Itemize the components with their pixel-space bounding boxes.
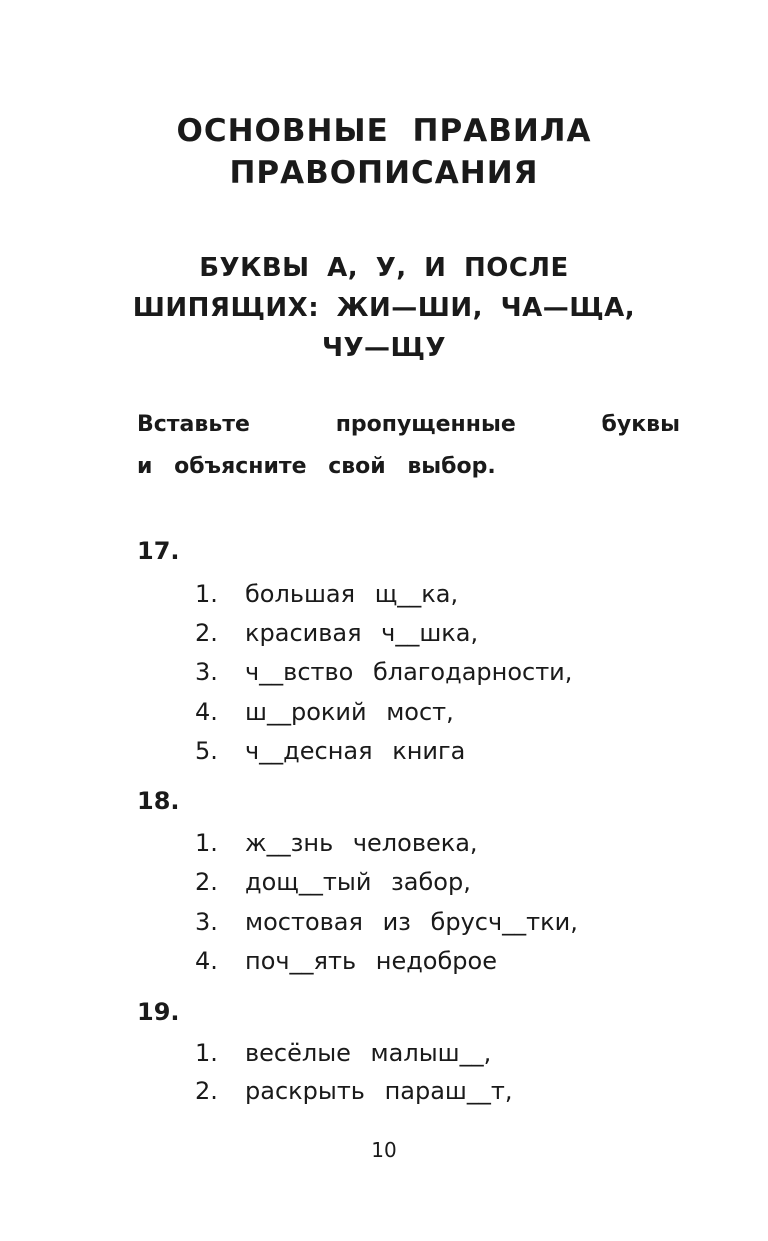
list-item xyxy=(195,696,454,728)
item-text: ч__десная книга xyxy=(245,737,466,765)
item-text: весёлые малыш__, xyxy=(245,1039,492,1067)
item-number: 4. xyxy=(195,698,218,726)
list-item xyxy=(195,827,478,859)
item-number: 1. xyxy=(195,1039,218,1067)
page-title-line-1: ОСНОВНЫЕ ПРАВИЛА xyxy=(176,113,592,149)
list-item xyxy=(195,945,497,977)
list-item xyxy=(195,735,465,767)
instruction-line-2: и объясните свой выбор. xyxy=(137,454,496,479)
list-item xyxy=(195,1075,512,1107)
exercise-number-19: 19. xyxy=(137,998,180,1026)
list-item xyxy=(195,578,458,610)
item-text: ж__знь человека, xyxy=(245,829,478,857)
item-text: ш__рокий мост, xyxy=(245,698,454,726)
page-title xyxy=(0,110,768,194)
item-number: 1. xyxy=(195,829,218,857)
item-number: 5. xyxy=(195,737,218,765)
item-text: красивая ч__шка, xyxy=(245,619,479,647)
list-item xyxy=(195,656,572,688)
instruction xyxy=(137,404,680,488)
item-number: 4. xyxy=(195,947,218,975)
item-text: мостовая из брусч__тки, xyxy=(245,908,578,936)
instruction-word-1: Вставьте xyxy=(137,412,250,437)
item-text: раскрыть параш__т, xyxy=(245,1077,513,1105)
list-item xyxy=(195,906,578,938)
section-title-line-1: БУКВЫ А, У, И ПОСЛЕ xyxy=(199,253,569,283)
item-number: 2. xyxy=(195,868,218,896)
list-item xyxy=(195,1037,491,1069)
item-number: 2. xyxy=(195,619,218,647)
page-title-line-2: ПРАВОПИСАНИЯ xyxy=(229,155,539,191)
instruction-word-3: буквы xyxy=(601,412,680,437)
item-number: 1. xyxy=(195,580,218,608)
page-number: 10 xyxy=(371,1138,397,1162)
instruction-line-1 xyxy=(137,404,680,446)
item-text: поч__ять недоброе xyxy=(245,947,497,975)
list-item xyxy=(195,617,478,649)
list-item xyxy=(195,866,471,898)
item-number: 3. xyxy=(195,658,218,686)
instruction-word-2: пропущенные xyxy=(335,412,516,437)
section-title-line-2: ШИПЯЩИХ: ЖИ—ШИ, ЧА—ЩА, xyxy=(132,293,636,323)
item-text: ч__вство благодарности, xyxy=(245,658,573,686)
item-number: 3. xyxy=(195,908,218,936)
section-title-line-3: ЧУ—ЩУ xyxy=(321,333,447,363)
exercise-number-18: 18. xyxy=(137,787,180,815)
item-number: 2. xyxy=(195,1077,218,1105)
section-title xyxy=(0,248,768,368)
item-text: дощ__тый забор, xyxy=(245,868,471,896)
exercise-number-17: 17. xyxy=(137,537,180,565)
item-text: большая щ__ка, xyxy=(245,580,459,608)
